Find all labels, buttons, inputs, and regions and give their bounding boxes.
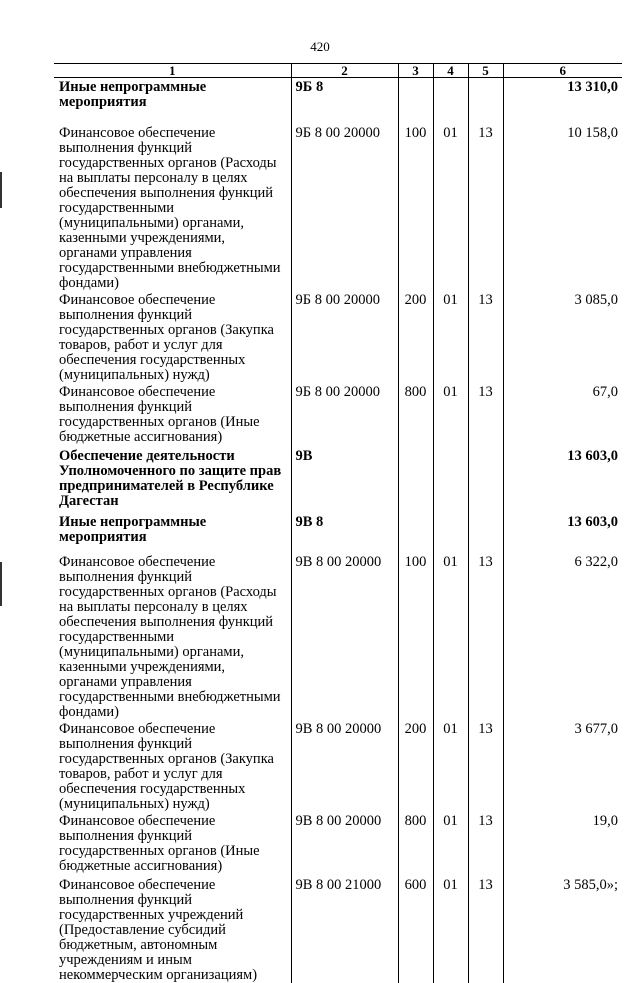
row-amount: 3 085,0 [503, 291, 622, 383]
row-subsection: 13 [468, 124, 503, 291]
table-row [54, 553, 622, 720]
row-expense-type [398, 78, 433, 124]
left-margin-mark [0, 562, 2, 606]
left-margin-mark [0, 172, 2, 208]
row-target-code: 9Б 8 00 20000 [291, 291, 398, 383]
row-section: 01 [433, 383, 468, 447]
column-header: 3 [398, 64, 433, 78]
row-target-code: 9В 8 00 21000 [291, 876, 398, 983]
row-subsection: 13 [468, 291, 503, 383]
row-description: Обеспечение деятельности Уполномоченного по защите прав предпринимателей в Республике Дагестан [59, 447, 282, 509]
column-header: 6 [503, 64, 622, 78]
row-target-code: 9Б 8 00 20000 [291, 124, 398, 291]
row-section [433, 447, 468, 513]
row-description: Иные непрограммные мероприятия [59, 513, 207, 545]
row-description: Финансовое обеспечение выполнения функций государственных органов (Иные бюджетные ассигнования) [59, 383, 260, 445]
row-subsection [468, 78, 503, 124]
table-row [54, 513, 622, 553]
row-section [433, 78, 468, 124]
row-target-code: 9В 8 [291, 513, 398, 553]
row-target-code: 9В 8 00 20000 [291, 553, 398, 720]
row-section: 01 [433, 812, 468, 876]
row-amount: 3 585,0»; [503, 876, 622, 983]
row-amount: 13 603,0 [503, 447, 622, 513]
column-header: 2 [291, 64, 398, 78]
row-subsection: 13 [468, 383, 503, 447]
row-subsection: 13 [468, 720, 503, 812]
row-subsection [468, 513, 503, 553]
row-section: 01 [433, 876, 468, 983]
column-number-row [54, 64, 622, 78]
row-description: Финансовое обеспечение выполнения функций государственных органов (Иные бюджетные ассигнования) [59, 812, 260, 874]
row-section: 01 [433, 720, 468, 812]
row-description: Финансовое обеспечение выполнения функций государственных учреждений (Предоставление субсидий бюджетным, автономным учреждениям и иным некоммерческим организациям) [59, 876, 258, 983]
row-target-code: 9В [291, 447, 398, 513]
row-amount: 13 603,0 [503, 513, 622, 553]
row-expense-type: 600 [398, 876, 433, 983]
row-expense-type: 200 [398, 720, 433, 812]
row-amount: 13 310,0 [503, 78, 622, 124]
row-amount: 10 158,0 [503, 124, 622, 291]
row-section: 01 [433, 291, 468, 383]
row-target-code: 9Б 8 00 20000 [291, 383, 398, 447]
row-subsection [468, 447, 503, 513]
table-row [54, 876, 622, 983]
row-expense-type: 800 [398, 383, 433, 447]
table-row [54, 291, 622, 383]
row-section [433, 513, 468, 553]
table-row [54, 383, 622, 447]
row-expense-type: 100 [398, 124, 433, 291]
row-amount: 3 677,0 [503, 720, 622, 812]
row-expense-type: 100 [398, 553, 433, 720]
column-header: 4 [433, 64, 468, 78]
row-expense-type [398, 447, 433, 513]
row-description: Иные непрограммные мероприятия [59, 79, 207, 110]
row-target-code: 9Б 8 [291, 78, 398, 124]
row-subsection: 13 [468, 876, 503, 983]
row-target-code: 9В 8 00 20000 [291, 720, 398, 812]
row-description: Финансовое обеспечение выполнения функций государственных органов (Закупка товаров, работ и услуг для обеспечения государственных (муниципальных) нужд) [59, 291, 274, 383]
table-row [54, 124, 622, 291]
row-amount: 19,0 [503, 812, 622, 876]
column-header: 5 [468, 64, 503, 78]
table-row [54, 447, 622, 513]
row-subsection: 13 [468, 812, 503, 876]
row-amount: 6 322,0 [503, 553, 622, 720]
row-section: 01 [433, 124, 468, 291]
row-expense-type: 800 [398, 812, 433, 876]
row-target-code: 9В 8 00 20000 [291, 812, 398, 876]
row-subsection: 13 [468, 553, 503, 720]
column-header: 1 [54, 64, 291, 78]
row-description: Финансовое обеспечение выполнения функций государственных органов (Расходы на выплаты персоналу в целях обеспечения выполнения функций государственными (муниципальными) органами, казенными учреждениями, органами управления государственными внебюджетными фондами) [59, 124, 281, 291]
row-expense-type [398, 513, 433, 553]
budget-table [54, 63, 622, 983]
table-row [54, 812, 622, 876]
table-row [54, 720, 622, 812]
row-description: Финансовое обеспечение выполнения функций государственных органов (Расходы на выплаты персоналу в целях обеспечения выполнения функций государственными (муниципальными) органами, казенными учреждениями, органами управления государственными внебюджетными фондами) [59, 553, 281, 720]
table-row [54, 78, 622, 124]
row-expense-type: 200 [398, 291, 433, 383]
row-description: Финансовое обеспечение выполнения функций государственных органов (Закупка товаров, работ и услуг для обеспечения государственных (муниципальных) нужд) [59, 720, 274, 812]
row-section: 01 [433, 553, 468, 720]
row-amount: 67,0 [503, 383, 622, 447]
page-number: 420 [310, 39, 330, 54]
